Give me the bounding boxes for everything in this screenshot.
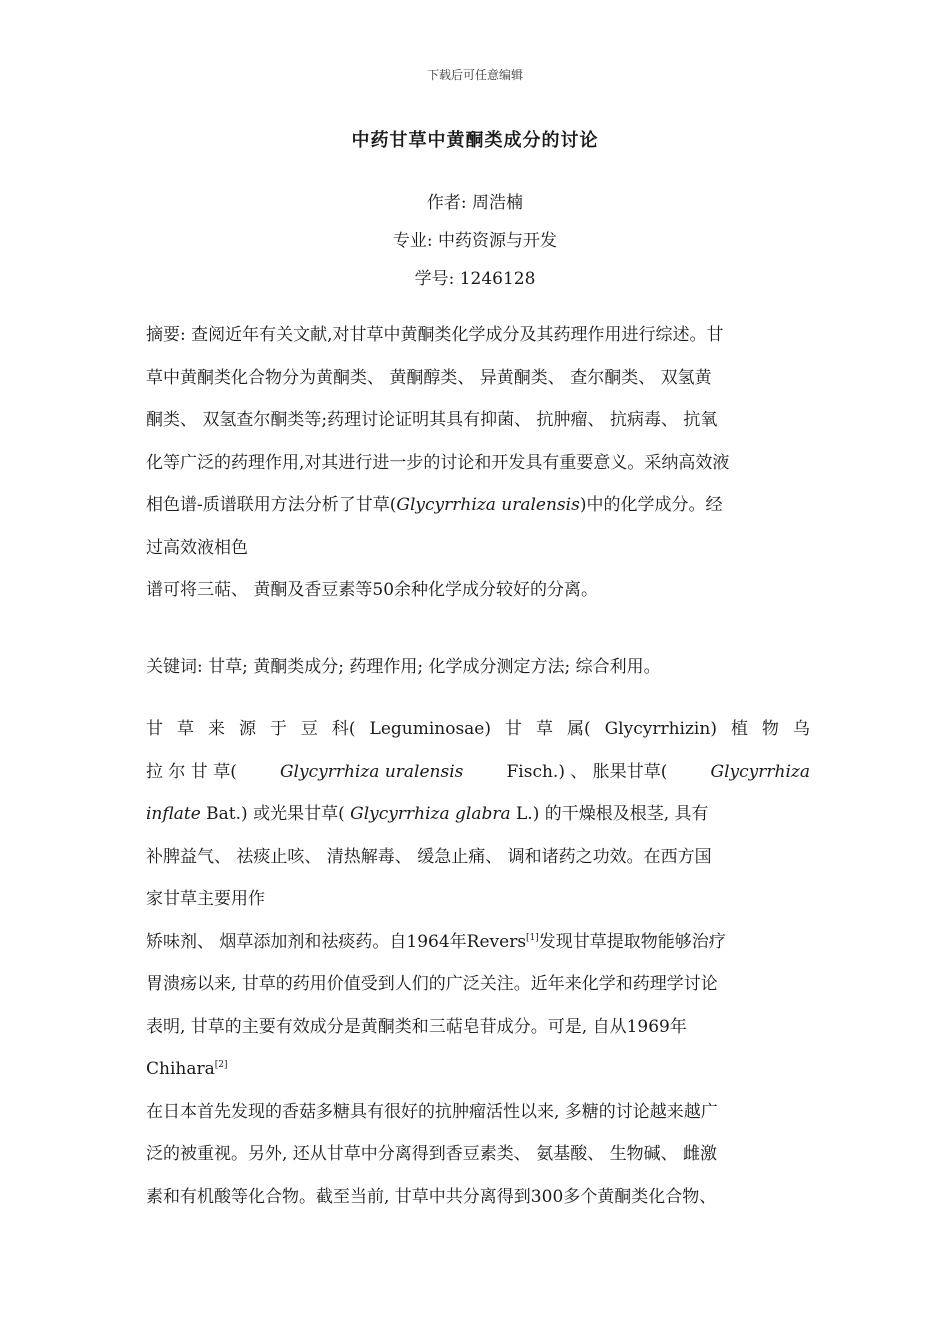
text-span: Chihara xyxy=(146,1059,215,1079)
text-span: Bat.) 或光果甘草( xyxy=(206,804,345,824)
body-line xyxy=(146,708,810,751)
abstract-line: 过高效液相色 xyxy=(146,537,248,558)
species-name: Glycyrrhiza uralensis xyxy=(279,761,464,782)
header-note: 下载后可任意编辑 xyxy=(426,68,523,82)
body-line xyxy=(146,1048,810,1091)
body-line: 胃溃疡以来, 甘草的药用价值受到人们的广泛关注。近年来化学和药理学讨论 xyxy=(146,974,718,994)
text-span: L.) 的干燥根及根茎, 具有 xyxy=(516,804,709,824)
body-paragraph xyxy=(146,708,810,1218)
body-line: 素和有机酸等化合物。截至当前, 甘草中共分离得到300多个黄酮类化合物、 xyxy=(146,1186,717,1207)
body-line xyxy=(146,751,810,794)
body-word: Glycyrrhizin) xyxy=(604,719,717,739)
document-title: 中药甘草中黄酮类成分的讨论 xyxy=(351,130,599,151)
keywords-text: 关键词: 甘草; 黄酮类成分; 药理作用; 化学成分测定方法; 综合利用。 xyxy=(146,657,661,677)
text-span: 拉 尔 甘 草( xyxy=(146,761,237,782)
abstract-line: 酮类、 双氢查尔酮类等;药理讨论证明其具有抑菌、 抗肿瘤、 抗病毒、 抗氧 xyxy=(146,410,718,430)
student-id-line: 学号: 1246128 xyxy=(414,269,536,289)
body-word: 科( xyxy=(331,719,356,739)
text-span: 矫味剂、 烟草添加剂和祛痰药。自1964年Revers xyxy=(146,931,527,952)
citation-ref: [2] xyxy=(214,1060,228,1070)
abstract-line: 摘要: 查阅近年有关文献,对甘草中黄酮类化学成分及其药理作用进行综述。甘 xyxy=(146,325,724,345)
body-line: 补脾益气、 祛痰止咳、 清热解毒、 缓急止痛、 调和诸药之功效。在西方国 xyxy=(146,846,712,867)
text-span: 发现甘草提取物能够治疗 xyxy=(538,931,726,952)
text-span: Fisch.) 、 胀果甘草( xyxy=(506,761,668,782)
body-line: 泛的被重视。另外, 还从甘草中分离得到香豆素类、 氨基酸、 生物碱、 雌激 xyxy=(146,1144,718,1164)
body-word: 甘 xyxy=(505,719,522,739)
body-line xyxy=(146,793,810,836)
abstract-line: 草中黄酮类化合物分为黄酮类、 黄酮醇类、 异黄酮类、 查尔酮类、 双氢黄 xyxy=(146,367,712,388)
abstract-paragraph xyxy=(146,314,810,612)
body-word: 物 xyxy=(761,719,779,739)
body-word: Leguminosae) xyxy=(369,719,492,739)
citation-ref: [1] xyxy=(526,932,539,943)
body-line: 表明, 甘草的主要有效成分是黄酮类和三萜皂苷成分。可是, 自从1969年 xyxy=(146,1016,687,1037)
species-name: Glycyrrhiza xyxy=(710,761,810,782)
abstract-line xyxy=(146,484,810,527)
author-line: 作者: 周浩楠 xyxy=(426,193,524,213)
major-line: 专业: 中药资源与开发 xyxy=(392,231,558,251)
abstract-line: 化等广泛的药理作用,对其进行进一步的讨论和开发具有重要意义。采纳高效液 xyxy=(146,452,730,473)
body-word: 乌 xyxy=(792,719,810,739)
keywords-line xyxy=(146,646,810,689)
species-name: inflate xyxy=(146,804,201,824)
body-word: 甘 xyxy=(146,719,163,739)
body-word: 草 xyxy=(176,719,194,739)
body-word: 源 xyxy=(238,719,256,739)
abstract-line: 谱可将三萜、 黄酮及香豆素等50余种化学成分较好的分离。 xyxy=(146,580,599,600)
body-line: 家甘草主要用作 xyxy=(146,889,265,909)
body-word: 豆 xyxy=(300,719,318,739)
body-word: 植 xyxy=(730,719,748,739)
body-line xyxy=(146,921,810,964)
body-word: 草 xyxy=(535,719,553,739)
body-line: 在日本首先发现的香菇多糖具有很好的抗肿瘤活性以来, 多糖的讨论越来越广 xyxy=(146,1101,718,1122)
species-name: Glycyrrhiza uralensis xyxy=(396,495,580,515)
body-word: 来 xyxy=(207,719,225,739)
body-word: 于 xyxy=(269,719,287,739)
text-span: 相色谱-质谱联用方法分析了甘草( xyxy=(146,495,397,515)
body-word: 属( xyxy=(566,719,591,739)
species-name: Glycyrrhiza glabra xyxy=(350,804,511,824)
text-span: )中的化学成分。经 xyxy=(579,495,723,515)
